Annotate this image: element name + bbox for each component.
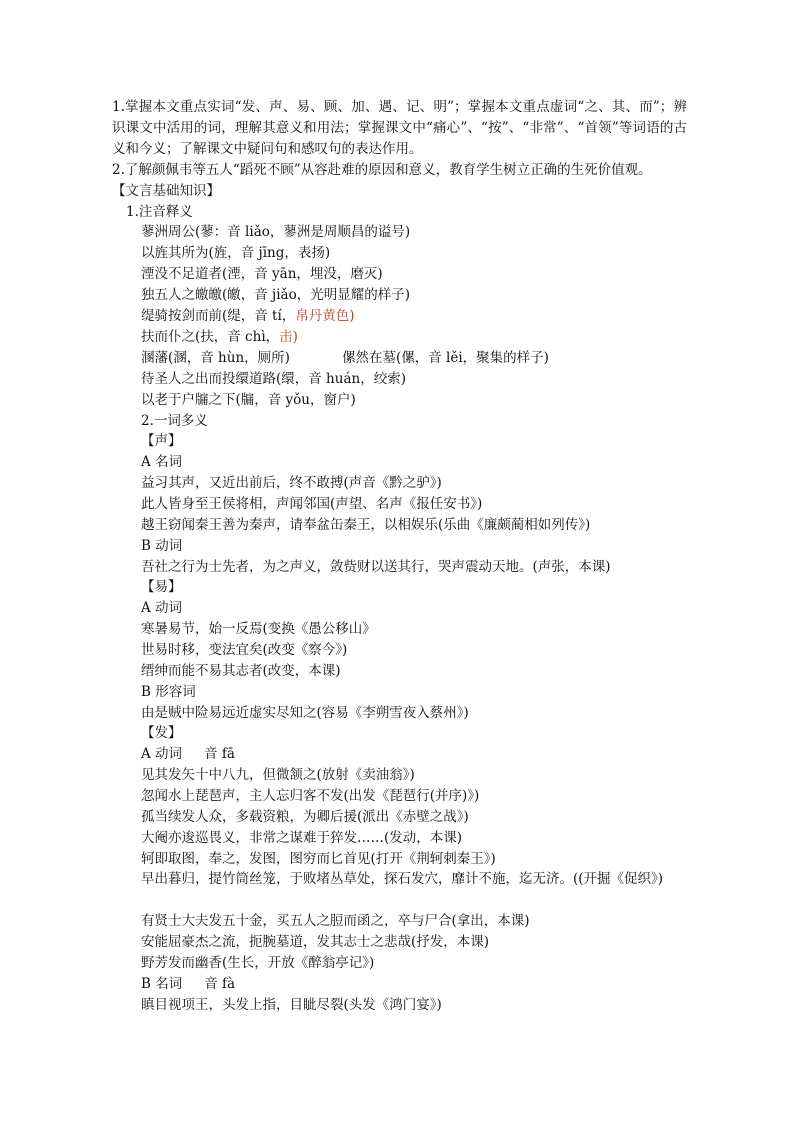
chi-note: 击): [279, 329, 298, 345]
word-heading-yi: 【易】: [141, 579, 182, 595]
pronunciation-line: 蓼洲周公(蓼：音 liǎo，蓼洲是周顺昌的谥号): [141, 224, 411, 240]
objective-2: 2.了解颜佩韦等五人“蹈死不顾”从容赴难的原因和意义，教育学生树立正确的生死价值观。: [112, 162, 652, 178]
word-heading-sheng: 【声】: [141, 433, 182, 449]
pronunciation-line: 以旌其所为(旌，音 jīng，表扬): [141, 245, 331, 261]
objective-1: 1.掌握本文重点实词“发、声、易、顾、加、遇、记、明”；掌握本文重点虚词“之、其、而”；辨识课文中活用的词，理解其意义和用法；掌握课文中“痛心”、“按”、“非常”、“首领”等词语的古义和今义；了解课文中疑问句和感叹句的表达作用。: [112, 99, 687, 157]
example-line: 野芳发而幽香(生长，开放《醉翁亭记》): [141, 955, 375, 971]
example-line: 寒暑易节，始一反焉(变换《愚公移山》: [141, 621, 376, 637]
example-line: 益习其声，又近出前后，终不敢搏(声音《黔之驴》): [141, 475, 442, 491]
example-line: 越王窃闻秦王善为秦声，请奉盆缶秦王，以相娱乐(乐曲《廉颇蔺相如列传》): [141, 517, 591, 533]
category-label: B 形容词: [141, 684, 196, 700]
example-line: 忽闻水上琵琶声，主人忘归客不发(出发《琵琶行(并序)》): [141, 788, 480, 804]
pronunciation-fa: 音 fā: [204, 746, 235, 762]
example-line: 大阉亦逡巡畏义，非常之谋难于猝发……(发动，本课): [141, 830, 463, 846]
pronunciation-line: 缇骑按剑而前(缇，音 tí，帛丹黄色): [141, 308, 355, 324]
section-title: 【文言基础知识】: [112, 183, 220, 199]
pronunciation-line: 以老于户牖之下(牖，音 yǒu，窗户): [141, 392, 356, 408]
example-line: 见其发矢十中八九，但微颔之(放射《卖油翁》): [141, 767, 415, 783]
category-label: A 动词: [141, 600, 183, 616]
category-label: B 名词 音 fà: [141, 976, 236, 992]
pronunciation-line: 溷藩(溷，音 hùn，厕所): [141, 350, 290, 366]
pronunciation-fa-noun: 音 fà: [204, 976, 236, 992]
example-line: 缙绅而能不易其志者(改变，本课): [141, 663, 341, 679]
pronunciation-title: 1.注音释义: [126, 204, 193, 220]
ti-note: 帛丹黄色): [295, 308, 355, 324]
example-line: 瞋目视项王，头发上指，目眦尽裂(头发《鸿门宴》): [141, 997, 442, 1013]
example-line: 由是贼中险易远近虚实尽知之(容易《李朔雪夜入蔡州》): [141, 705, 469, 721]
pronunciation-line: 傫然在墓(傫，音 lěi，聚集的样子): [342, 350, 549, 366]
pronunciation-line: 扶而仆之(扶，音 chì，击): [141, 329, 298, 345]
category-label: B 动词: [141, 538, 183, 554]
example-line: 安能屈豪杰之流，扼腕墓道，发其志士之悲哉(抒发，本课): [141, 934, 490, 950]
example-line: 此人皆身至王侯将相，声闻邻国(声望、名声《报任安书》): [141, 496, 483, 512]
pronunciation-line: 湮没不足道者(湮，音 yān，埋没，磨灭): [141, 266, 383, 282]
example-line: 轲即取图，奉之，发图，图穷而匕首见(打开《荆轲刺秦王》): [141, 851, 496, 867]
example-line: 有贤士大夫发五十金，买五人之脰而函之，卒与尸合(拿出，本课): [141, 913, 530, 929]
polysemy-title: 2.一词多义: [141, 413, 208, 429]
example-line-wrapped: 早出暮归，提竹筒丝笼，于败堵丛草处，探石发穴，靡计不施，迄无济。((开掘《促织》): [141, 871, 664, 887]
example-line: 孤当续发人众，多载资粮，为卿后援(派出《赤壁之战》): [141, 809, 469, 825]
word-heading-fa: 【发】: [141, 725, 182, 741]
category-label: A 名词: [141, 454, 183, 470]
example-line: 吾社之行为士先者，为之声义，敛赀财以送其行，哭声震动天地。(声张，本课): [141, 559, 611, 575]
pronunciation-line: 待圣人之出而投缳道路(缳，音 huán，绞索): [141, 371, 406, 387]
pronunciation-line: 独五人之皦皦(皦，音 jiǎo，光明显耀的样子): [141, 287, 411, 303]
example-line: 世易时移，变法宜矣(改变《察今》): [141, 642, 348, 658]
category-label: A 动词 音 fā: [141, 746, 235, 762]
